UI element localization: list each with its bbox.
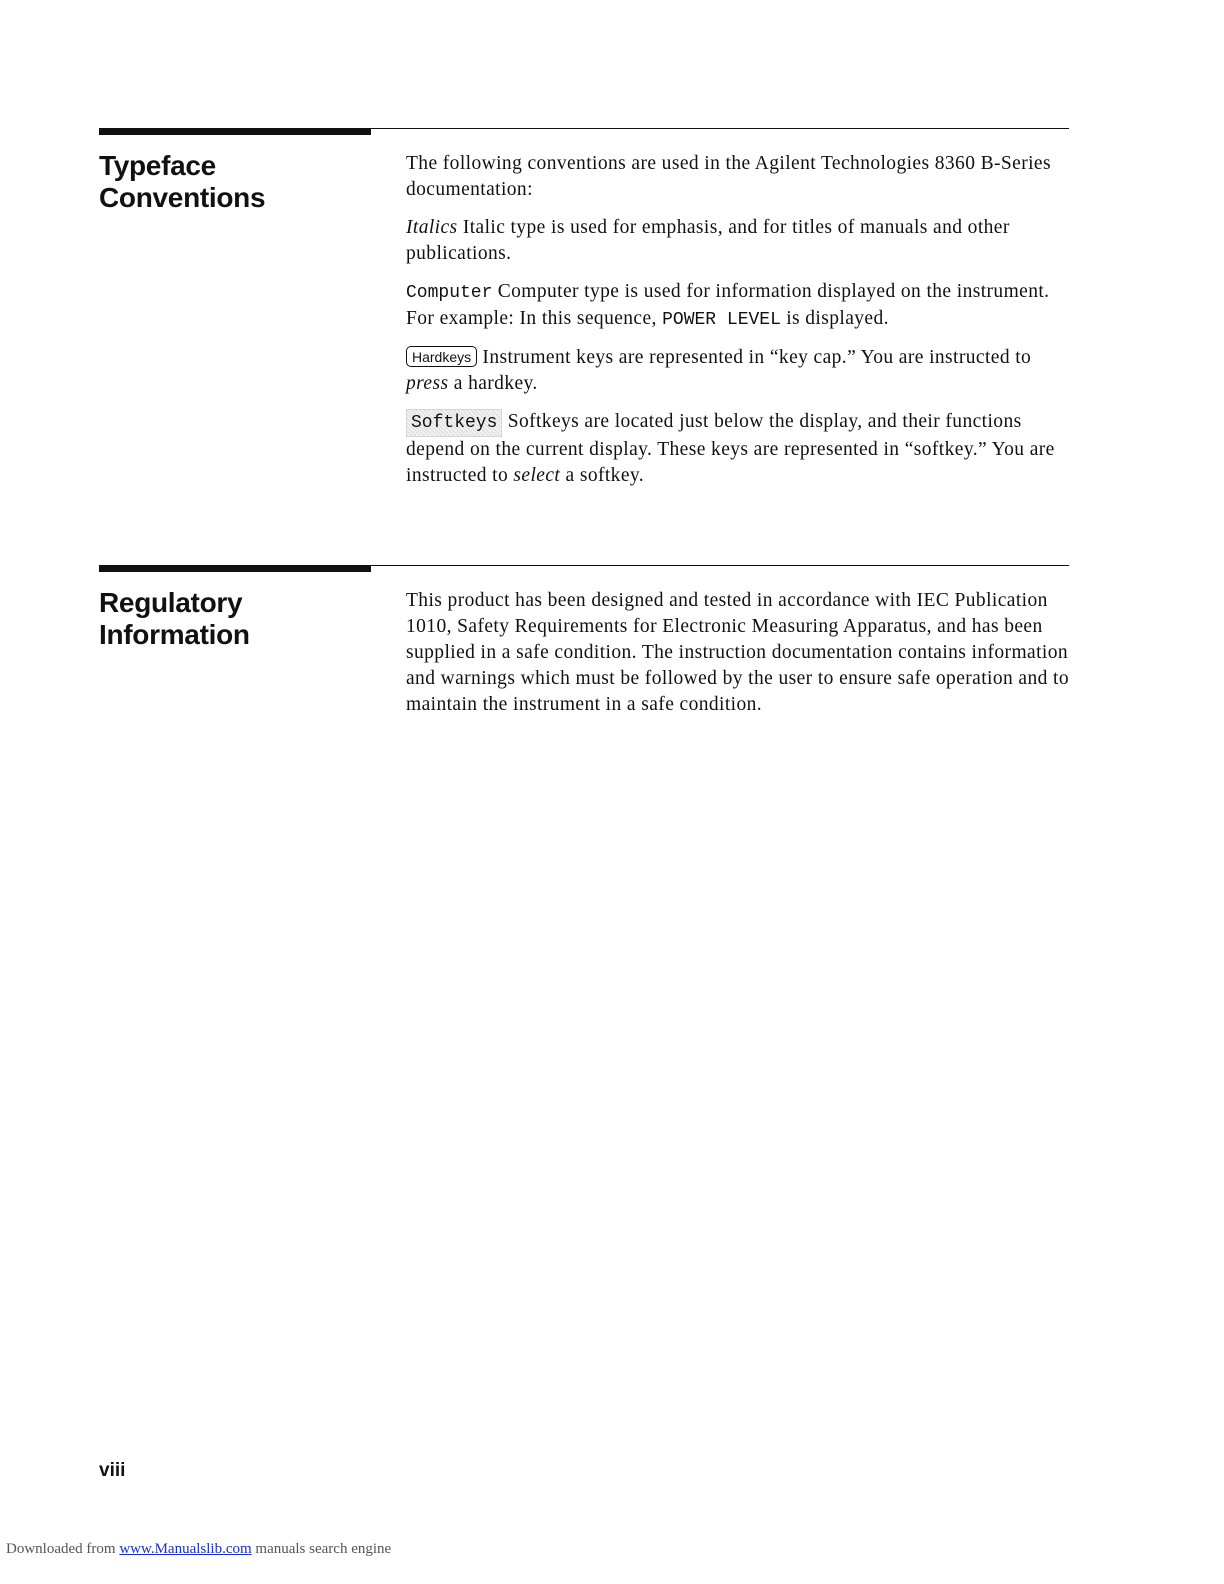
computer-term: Computer bbox=[406, 283, 493, 303]
footer-suffix: manuals search engine bbox=[255, 1541, 392, 1557]
computer-description-end: is displayed. bbox=[786, 308, 889, 329]
softkeys-convention bbox=[406, 409, 1071, 489]
section-rule-regulatory-bar bbox=[99, 565, 371, 572]
softkeys-emphasis: select bbox=[513, 465, 561, 486]
softkeys-description: Softkeys are located just below the display, and their functions depend on the current display. These keys are represented in “softkey.” You are instructed to bbox=[406, 411, 1055, 486]
computer-description: Computer type is used for information displayed on the instrument. For example: In this sequence, bbox=[406, 281, 1050, 329]
typeface-heading-line1: Typeface bbox=[99, 150, 216, 181]
regulatory-heading bbox=[99, 587, 250, 651]
manualslib-link[interactable]: www.Manualslib.com bbox=[119, 1541, 252, 1557]
softkeys-softkey: Softkeys bbox=[406, 409, 502, 437]
softkeys-description-end: a softkey. bbox=[565, 465, 645, 486]
page-number: viii bbox=[99, 1460, 126, 1481]
typeface-heading-line2: Conventions bbox=[99, 182, 266, 213]
computer-example: POWER LEVEL bbox=[662, 310, 781, 330]
regulatory-body bbox=[406, 588, 1071, 730]
italics-term: Italics bbox=[406, 217, 458, 238]
regulatory-heading-line1: Regulatory bbox=[99, 587, 243, 618]
hardkeys-convention bbox=[406, 345, 1071, 397]
italics-description: Italic type is used for emphasis, and for titles of manuals and other publications. bbox=[406, 217, 1010, 264]
footer-prefix: Downloaded from bbox=[6, 1541, 116, 1557]
hardkeys-keycap: Hardkeys bbox=[406, 346, 477, 367]
regulatory-heading-line2: Information bbox=[99, 619, 250, 650]
hardkeys-emphasis: press bbox=[406, 373, 449, 394]
typeface-heading bbox=[99, 150, 265, 214]
hardkeys-description-end: a hardkey. bbox=[453, 373, 538, 394]
italics-convention bbox=[406, 215, 1071, 267]
regulatory-text: This product has been designed and tested in accordance with IEC Publication 1010, Safety Requirements for Electronic Measuring Apparatus, and has been supplied in a safe condition. The instruction documentation contains information and warnings which must be followed by the user to ensure safe operation and to maintain the instrument in a safe condition. bbox=[406, 590, 1070, 715]
hardkeys-description: Instrument keys are represented in “key cap.” You are instructed to bbox=[482, 347, 1032, 368]
download-footer bbox=[6, 1541, 391, 1558]
typeface-body bbox=[406, 151, 1071, 501]
section-rule-typeface-bar bbox=[99, 128, 371, 135]
computer-convention bbox=[406, 279, 1071, 333]
typeface-intro: The following conventions are used in the Agilent Technologies 8360 B-Series documentation: bbox=[406, 153, 1051, 200]
